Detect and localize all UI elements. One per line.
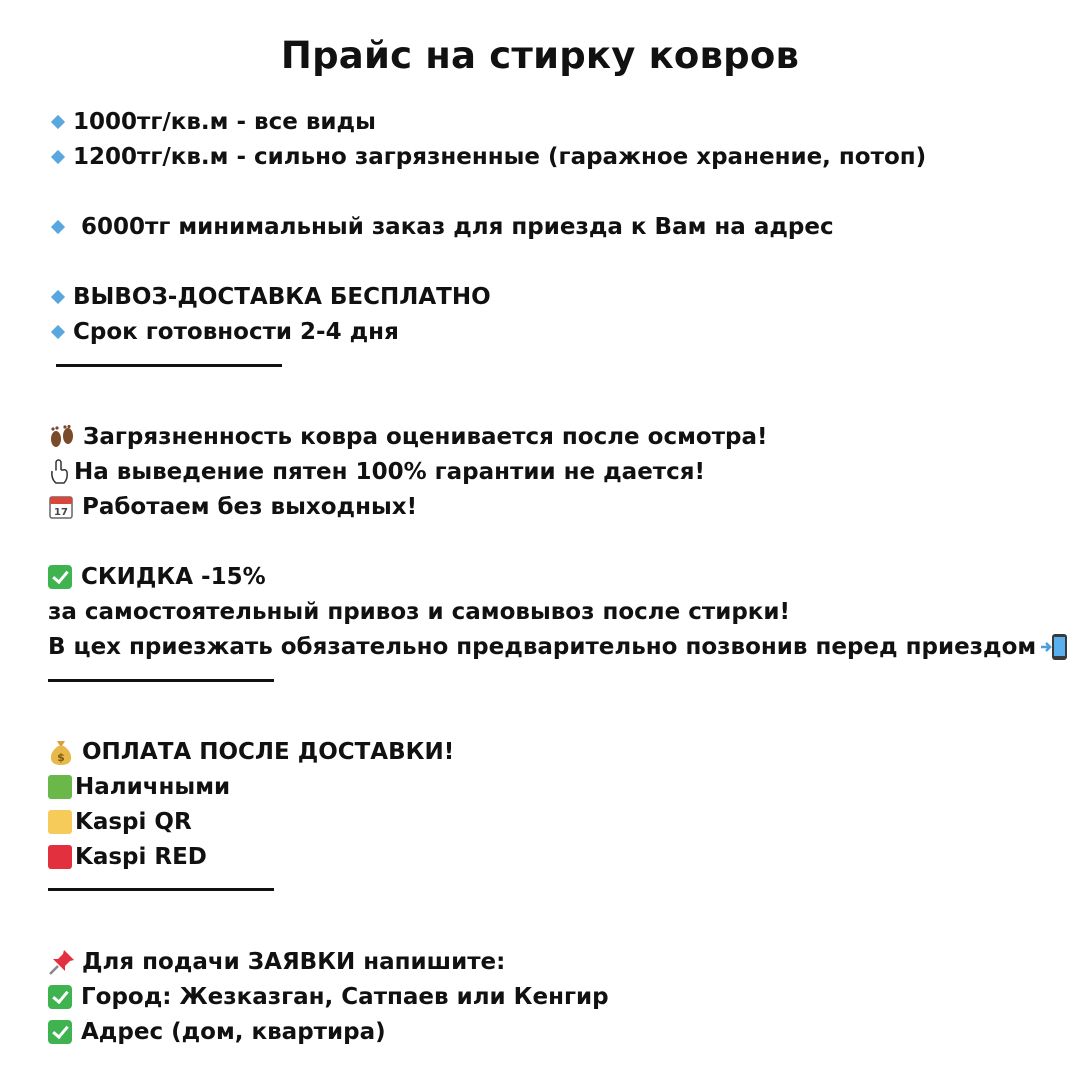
small-blue-diamond-icon (51, 150, 65, 164)
order-text: Для подачи ЗАЯВКИ напишите: (82, 949, 506, 975)
pushpin-icon (48, 948, 76, 976)
discount-call-note (48, 632, 1076, 662)
price-line-minimum-order (48, 212, 834, 242)
small-blue-diamond-icon (51, 220, 65, 234)
note-text: На выведение пятен 100% гарантии не дается! (74, 459, 706, 485)
price-line-text: Срок готовности 2-4 дня (73, 319, 399, 345)
check-mark-icon (48, 1020, 72, 1044)
money-bag-icon (48, 738, 74, 766)
divider (48, 888, 274, 891)
hand-pointing-icon (48, 459, 70, 485)
check-mark-icon (48, 565, 72, 589)
svg-text:17: 17 (54, 507, 68, 518)
order-field-city (48, 982, 609, 1012)
price-line-text: 1000тг/кв.м - все виды (73, 109, 376, 135)
discount-condition (48, 597, 790, 627)
payment-option-kaspi-red (48, 842, 207, 872)
discount-heading (48, 562, 266, 592)
discount-text: СКИДКА -15% (81, 564, 266, 590)
green-square-icon (48, 775, 72, 799)
small-blue-diamond-icon (51, 325, 65, 339)
small-blue-diamond-icon (51, 115, 65, 129)
price-line-all-types (48, 107, 376, 137)
svg-text:$: $ (57, 751, 65, 764)
order-heading (48, 947, 505, 977)
payment-text: Kaspi QR (75, 809, 192, 835)
payment-text: ОПЛАТА ПОСЛЕ ДОСТАВКИ! (82, 739, 455, 765)
price-line-delivery (48, 282, 491, 312)
price-line-text: ВЫВОЗ-ДОСТАВКА БЕСПЛАТНО (73, 284, 491, 310)
order-text: Город: Жезказган, Сатпаев или Кенгир (81, 984, 609, 1010)
page-title: Прайс на стирку ковров (280, 34, 800, 77)
order-field-address (48, 1017, 386, 1047)
red-square-icon (48, 845, 72, 869)
payment-text: Наличными (75, 774, 231, 800)
payment-option-cash (48, 772, 230, 802)
footprints-icon (48, 425, 76, 449)
note-text: Работаем без выходных! (82, 494, 418, 520)
note-text: Загрязненность ковра оценивается после осмотра! (83, 424, 768, 450)
payment-text: Kaspi RED (75, 844, 207, 870)
payment-heading (48, 737, 454, 767)
price-line-heavily-soiled (48, 142, 926, 172)
yellow-square-icon (48, 810, 72, 834)
note-line-schedule (48, 492, 417, 522)
mobile-phone-arrow-icon (1040, 633, 1070, 661)
price-line-ready-time (48, 317, 399, 347)
note-line-inspection (48, 422, 768, 452)
price-line-text: 6000тг минимальный заказ для приезда к Вам на адрес (81, 214, 834, 240)
divider (48, 679, 274, 682)
payment-option-kaspi-qr (48, 807, 192, 837)
discount-text: за самостоятельный привоз и самовывоз после стирки! (48, 599, 791, 625)
note-line-stains (48, 457, 705, 487)
small-blue-diamond-icon (51, 290, 65, 304)
discount-text: В цех приезжать обязательно предварительно позвонив перед приездом (48, 634, 1037, 660)
calendar-icon (48, 494, 74, 520)
check-mark-icon (48, 985, 72, 1009)
divider (56, 364, 282, 367)
order-text: Адрес (дом, квартира) (81, 1019, 386, 1045)
price-line-text: 1200тг/кв.м - сильно загрязненные (гаражное хранение, потоп) (73, 144, 927, 170)
